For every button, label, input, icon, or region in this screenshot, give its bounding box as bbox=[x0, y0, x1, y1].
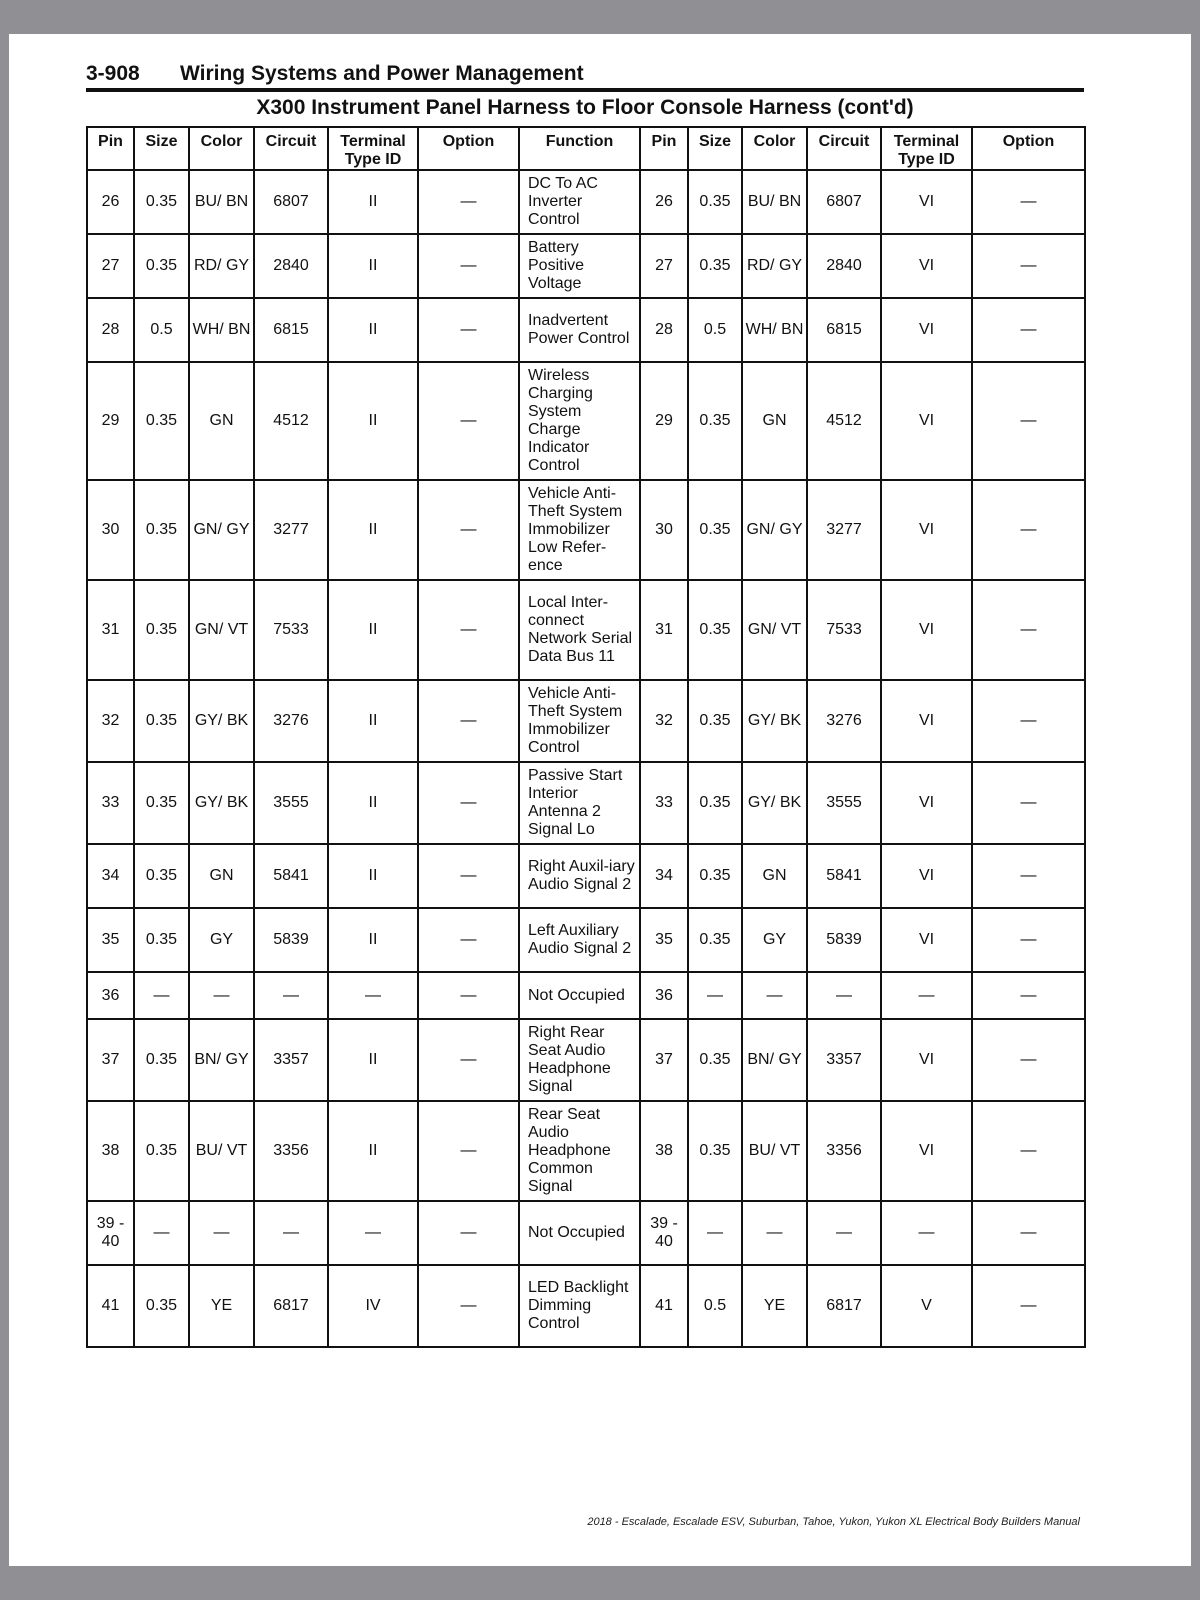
cell-circuit: 3357 bbox=[807, 1019, 881, 1101]
cell-color: GY/ BK bbox=[742, 680, 807, 762]
cell-pin: 34 bbox=[87, 844, 134, 908]
cell-circuit: 6815 bbox=[254, 298, 328, 362]
cell-terminal-type-id: VI bbox=[881, 908, 972, 972]
cell-option: — bbox=[972, 580, 1085, 680]
cell-terminal-type-id: — bbox=[328, 1201, 418, 1265]
cell-option: — bbox=[418, 1101, 519, 1201]
column-header-circuit: Circuit bbox=[807, 127, 881, 170]
cell-terminal-type-id: VI bbox=[881, 1101, 972, 1201]
cell-terminal-type-id: II bbox=[328, 362, 418, 480]
cell-option: — bbox=[972, 1101, 1085, 1201]
cell-circuit: 6807 bbox=[254, 170, 328, 234]
column-header-option: Option bbox=[972, 127, 1085, 170]
cell-circuit: 6807 bbox=[807, 170, 881, 234]
cell-color: YE bbox=[742, 1265, 807, 1347]
cell-pin: 34 bbox=[640, 844, 688, 908]
table-row bbox=[87, 1019, 1085, 1101]
cell-size: 0.5 bbox=[688, 298, 742, 362]
cell-terminal-type-id: II bbox=[328, 844, 418, 908]
cell-size: 0.35 bbox=[134, 908, 189, 972]
cell-terminal-type-id: II bbox=[328, 1101, 418, 1201]
cell-terminal-type-id: II bbox=[328, 680, 418, 762]
cell-size: 0.35 bbox=[688, 908, 742, 972]
cell-terminal-type-id: VI bbox=[881, 234, 972, 298]
cell-circuit: — bbox=[254, 972, 328, 1019]
cell-color: BU/ BN bbox=[742, 170, 807, 234]
cell-terminal-type-id: VI bbox=[881, 170, 972, 234]
cell-pin: 27 bbox=[640, 234, 688, 298]
column-header-pin: Pin bbox=[640, 127, 688, 170]
cell-function: Right Rear Seat Audio Headphone Signal bbox=[519, 1019, 640, 1101]
cell-pin: 39 - 40 bbox=[87, 1201, 134, 1265]
cell-terminal-type-id: II bbox=[328, 908, 418, 972]
cell-option: — bbox=[972, 480, 1085, 580]
cell-size: — bbox=[688, 1201, 742, 1265]
cell-function: Not Occupied bbox=[519, 972, 640, 1019]
column-header-size: Size bbox=[688, 127, 742, 170]
cell-circuit: — bbox=[807, 1201, 881, 1265]
cell-terminal-type-id: VI bbox=[881, 680, 972, 762]
cell-terminal-type-id: — bbox=[881, 972, 972, 1019]
cell-circuit: 3555 bbox=[807, 762, 881, 844]
cell-terminal-type-id: — bbox=[328, 972, 418, 1019]
cell-circuit: 6817 bbox=[254, 1265, 328, 1347]
cell-pin: 26 bbox=[87, 170, 134, 234]
cell-option: — bbox=[418, 170, 519, 234]
cell-function: Vehicle Anti-Theft System Immobilizer Control bbox=[519, 680, 640, 762]
cell-color: GN bbox=[189, 362, 254, 480]
cell-pin: 37 bbox=[87, 1019, 134, 1101]
cell-pin: 38 bbox=[640, 1101, 688, 1201]
cell-size: 0.35 bbox=[688, 1019, 742, 1101]
cell-color: GN bbox=[742, 362, 807, 480]
cell-circuit: 5839 bbox=[254, 908, 328, 972]
cell-function: Left Auxiliary Audio Signal 2 bbox=[519, 908, 640, 972]
cell-circuit: 3357 bbox=[254, 1019, 328, 1101]
table-row bbox=[87, 1265, 1085, 1347]
cell-pin: 37 bbox=[640, 1019, 688, 1101]
cell-size: 0.35 bbox=[134, 234, 189, 298]
cell-size: 0.5 bbox=[134, 298, 189, 362]
cell-option: — bbox=[418, 972, 519, 1019]
cell-circuit: 3277 bbox=[254, 480, 328, 580]
page-header bbox=[86, 58, 1084, 92]
cell-option: — bbox=[972, 234, 1085, 298]
column-header-color: Color bbox=[742, 127, 807, 170]
cell-function: Passive Start Interior Antenna 2 Signal Lo bbox=[519, 762, 640, 844]
cell-color: GY bbox=[189, 908, 254, 972]
cell-circuit: 7533 bbox=[254, 580, 328, 680]
cell-color: BN/ GY bbox=[742, 1019, 807, 1101]
cell-option: — bbox=[972, 362, 1085, 480]
cell-function: LED Backlight Dimming Control bbox=[519, 1265, 640, 1347]
cell-color: BN/ GY bbox=[189, 1019, 254, 1101]
cell-size: 0.35 bbox=[688, 580, 742, 680]
cell-size: 0.35 bbox=[688, 170, 742, 234]
cell-option: — bbox=[418, 234, 519, 298]
cell-size: 0.35 bbox=[134, 762, 189, 844]
cell-pin: 31 bbox=[87, 580, 134, 680]
cell-terminal-type-id: VI bbox=[881, 762, 972, 844]
table-row bbox=[87, 298, 1085, 362]
column-header-circuit: Circuit bbox=[254, 127, 328, 170]
cell-color: GY/ BK bbox=[189, 762, 254, 844]
cell-circuit: 2840 bbox=[807, 234, 881, 298]
cell-color: GY bbox=[742, 908, 807, 972]
cell-circuit: 3356 bbox=[254, 1101, 328, 1201]
cell-option: — bbox=[972, 298, 1085, 362]
cell-color: — bbox=[742, 1201, 807, 1265]
cell-pin: 29 bbox=[87, 362, 134, 480]
cell-option: — bbox=[418, 1201, 519, 1265]
cell-color: — bbox=[742, 972, 807, 1019]
column-header-pin: Pin bbox=[87, 127, 134, 170]
table-title: X300 Instrument Panel Harness to Floor Console Harness (cont'd) bbox=[256, 96, 914, 119]
column-header-color: Color bbox=[189, 127, 254, 170]
page-footer: 2018 - Escalade, Escalade ESV, Suburban, Tahoe, Yukon, Yukon XL Electrical Body Builders Manual bbox=[587, 1516, 1080, 1528]
cell-option: — bbox=[972, 1265, 1085, 1347]
cell-pin: 35 bbox=[87, 908, 134, 972]
cell-size: 0.35 bbox=[134, 580, 189, 680]
cell-terminal-type-id: II bbox=[328, 170, 418, 234]
cell-pin: 27 bbox=[87, 234, 134, 298]
cell-color: YE bbox=[189, 1265, 254, 1347]
cell-size: 0.35 bbox=[688, 480, 742, 580]
column-header-function: Function bbox=[519, 127, 640, 170]
cell-function: Battery Positive Voltage bbox=[519, 234, 640, 298]
cell-size: — bbox=[688, 972, 742, 1019]
cell-circuit: 6817 bbox=[807, 1265, 881, 1347]
cell-terminal-type-id: VI bbox=[881, 580, 972, 680]
cell-size: 0.35 bbox=[134, 1265, 189, 1347]
cell-color: — bbox=[189, 1201, 254, 1265]
cell-terminal-type-id: II bbox=[328, 298, 418, 362]
cell-option: — bbox=[418, 580, 519, 680]
cell-pin: 33 bbox=[87, 762, 134, 844]
cell-circuit: — bbox=[807, 972, 881, 1019]
cell-function: Right Auxil-iary Audio Signal 2 bbox=[519, 844, 640, 908]
cell-option: — bbox=[418, 298, 519, 362]
cell-terminal-type-id: IV bbox=[328, 1265, 418, 1347]
table-row bbox=[87, 1101, 1085, 1201]
cell-terminal-type-id: VI bbox=[881, 844, 972, 908]
cell-circuit: 3276 bbox=[807, 680, 881, 762]
page-number: 3-908 bbox=[86, 62, 140, 85]
cell-terminal-type-id: V bbox=[881, 1265, 972, 1347]
column-header-terminal-type-id: Terminal Type ID bbox=[328, 127, 418, 170]
cell-option: — bbox=[972, 972, 1085, 1019]
cell-option: — bbox=[418, 362, 519, 480]
cell-terminal-type-id: VI bbox=[881, 480, 972, 580]
cell-color: RD/ GY bbox=[189, 234, 254, 298]
cell-color: — bbox=[189, 972, 254, 1019]
cell-terminal-type-id: VI bbox=[881, 298, 972, 362]
cell-size: 0.35 bbox=[688, 1101, 742, 1201]
cell-option: — bbox=[972, 170, 1085, 234]
cell-circuit: 5841 bbox=[254, 844, 328, 908]
cell-pin: 28 bbox=[640, 298, 688, 362]
table-header-row bbox=[87, 127, 1085, 170]
cell-circuit: 2840 bbox=[254, 234, 328, 298]
cell-function: Vehicle Anti-Theft System Immobilizer Low Refer-ence bbox=[519, 480, 640, 580]
cell-color: GN/ VT bbox=[742, 580, 807, 680]
cell-pin: 28 bbox=[87, 298, 134, 362]
cell-color: BU/ BN bbox=[189, 170, 254, 234]
table-row bbox=[87, 580, 1085, 680]
cell-circuit: 4512 bbox=[254, 362, 328, 480]
table-row bbox=[87, 762, 1085, 844]
cell-pin: 26 bbox=[640, 170, 688, 234]
cell-pin: 29 bbox=[640, 362, 688, 480]
cell-pin: 36 bbox=[87, 972, 134, 1019]
cell-circuit: 3555 bbox=[254, 762, 328, 844]
cell-function: Inadvertent Power Control bbox=[519, 298, 640, 362]
table-row bbox=[87, 234, 1085, 298]
cell-color: GN/ VT bbox=[189, 580, 254, 680]
cell-color: RD/ GY bbox=[742, 234, 807, 298]
cell-pin: 41 bbox=[87, 1265, 134, 1347]
cell-function: DC To AC Inverter Control bbox=[519, 170, 640, 234]
table-row bbox=[87, 680, 1085, 762]
cell-size: 0.35 bbox=[134, 170, 189, 234]
table-row bbox=[87, 1201, 1085, 1265]
cell-size: 0.35 bbox=[688, 762, 742, 844]
cell-circuit: 7533 bbox=[807, 580, 881, 680]
cell-option: — bbox=[418, 762, 519, 844]
cell-circuit: 6815 bbox=[807, 298, 881, 362]
cell-terminal-type-id: VI bbox=[881, 1019, 972, 1101]
cell-option: — bbox=[418, 844, 519, 908]
cell-color: GY/ BK bbox=[189, 680, 254, 762]
cell-size: 0.35 bbox=[688, 680, 742, 762]
cell-color: BU/ VT bbox=[742, 1101, 807, 1201]
section-title: Wiring Systems and Power Management bbox=[180, 62, 584, 85]
cell-terminal-type-id: — bbox=[881, 1201, 972, 1265]
cell-pin: 39 - 40 bbox=[640, 1201, 688, 1265]
cell-option: — bbox=[418, 1019, 519, 1101]
cell-color: GY/ BK bbox=[742, 762, 807, 844]
cell-circuit: 3277 bbox=[807, 480, 881, 580]
cell-pin: 38 bbox=[87, 1101, 134, 1201]
table-row bbox=[87, 844, 1085, 908]
cell-option: — bbox=[972, 1201, 1085, 1265]
cell-color: WH/ BN bbox=[742, 298, 807, 362]
cell-option: — bbox=[972, 680, 1085, 762]
cell-size: 0.35 bbox=[134, 1101, 189, 1201]
cell-color: GN bbox=[742, 844, 807, 908]
cell-circuit: 3356 bbox=[807, 1101, 881, 1201]
cell-function: Rear Seat Audio Headphone Common Signal bbox=[519, 1101, 640, 1201]
cell-size: 0.35 bbox=[134, 480, 189, 580]
cell-function: Local Inter-connect Network Serial Data Bus 11 bbox=[519, 580, 640, 680]
table-row bbox=[87, 362, 1085, 480]
cell-pin: 32 bbox=[87, 680, 134, 762]
cell-option: — bbox=[972, 908, 1085, 972]
cell-pin: 30 bbox=[87, 480, 134, 580]
harness-pin-table bbox=[86, 126, 1086, 1348]
table-body bbox=[87, 170, 1085, 1347]
cell-option: — bbox=[418, 480, 519, 580]
column-header-option: Option bbox=[418, 127, 519, 170]
cell-color: GN bbox=[189, 844, 254, 908]
cell-terminal-type-id: II bbox=[328, 1019, 418, 1101]
cell-circuit: 4512 bbox=[807, 362, 881, 480]
cell-terminal-type-id: VI bbox=[881, 362, 972, 480]
cell-option: — bbox=[418, 908, 519, 972]
cell-terminal-type-id: II bbox=[328, 480, 418, 580]
cell-size: 0.35 bbox=[134, 680, 189, 762]
cell-color: GN/ GY bbox=[189, 480, 254, 580]
cell-circuit: 3276 bbox=[254, 680, 328, 762]
cell-size: 0.35 bbox=[688, 234, 742, 298]
cell-pin: 41 bbox=[640, 1265, 688, 1347]
cell-option: — bbox=[972, 844, 1085, 908]
cell-terminal-type-id: II bbox=[328, 234, 418, 298]
cell-color: GN/ GY bbox=[742, 480, 807, 580]
cell-pin: 31 bbox=[640, 580, 688, 680]
cell-pin: 36 bbox=[640, 972, 688, 1019]
cell-terminal-type-id: II bbox=[328, 580, 418, 680]
cell-color: WH/ BN bbox=[189, 298, 254, 362]
cell-circuit: 5839 bbox=[807, 908, 881, 972]
cell-function: Wireless Charging System Charge Indicator Control bbox=[519, 362, 640, 480]
cell-pin: 33 bbox=[640, 762, 688, 844]
cell-size: 0.35 bbox=[134, 1019, 189, 1101]
cell-pin: 30 bbox=[640, 480, 688, 580]
cell-option: — bbox=[418, 680, 519, 762]
cell-size: — bbox=[134, 1201, 189, 1265]
column-header-terminal-type-id: Terminal Type ID bbox=[881, 127, 972, 170]
cell-option: — bbox=[418, 1265, 519, 1347]
table-row bbox=[87, 170, 1085, 234]
cell-terminal-type-id: II bbox=[328, 762, 418, 844]
cell-circuit: 5841 bbox=[807, 844, 881, 908]
cell-function: Not Occupied bbox=[519, 1201, 640, 1265]
table-row bbox=[87, 972, 1085, 1019]
cell-pin: 35 bbox=[640, 908, 688, 972]
cell-pin: 32 bbox=[640, 680, 688, 762]
cell-size: 0.35 bbox=[134, 362, 189, 480]
cell-option: — bbox=[972, 1019, 1085, 1101]
cell-color: BU/ VT bbox=[189, 1101, 254, 1201]
cell-option: — bbox=[972, 762, 1085, 844]
column-header-size: Size bbox=[134, 127, 189, 170]
cell-circuit: — bbox=[254, 1201, 328, 1265]
cell-size: 0.35 bbox=[688, 844, 742, 908]
cell-size: 0.35 bbox=[688, 362, 742, 480]
table-row bbox=[87, 908, 1085, 972]
cell-size: 0.5 bbox=[688, 1265, 742, 1347]
cell-size: — bbox=[134, 972, 189, 1019]
table-row bbox=[87, 480, 1085, 580]
cell-size: 0.35 bbox=[134, 844, 189, 908]
